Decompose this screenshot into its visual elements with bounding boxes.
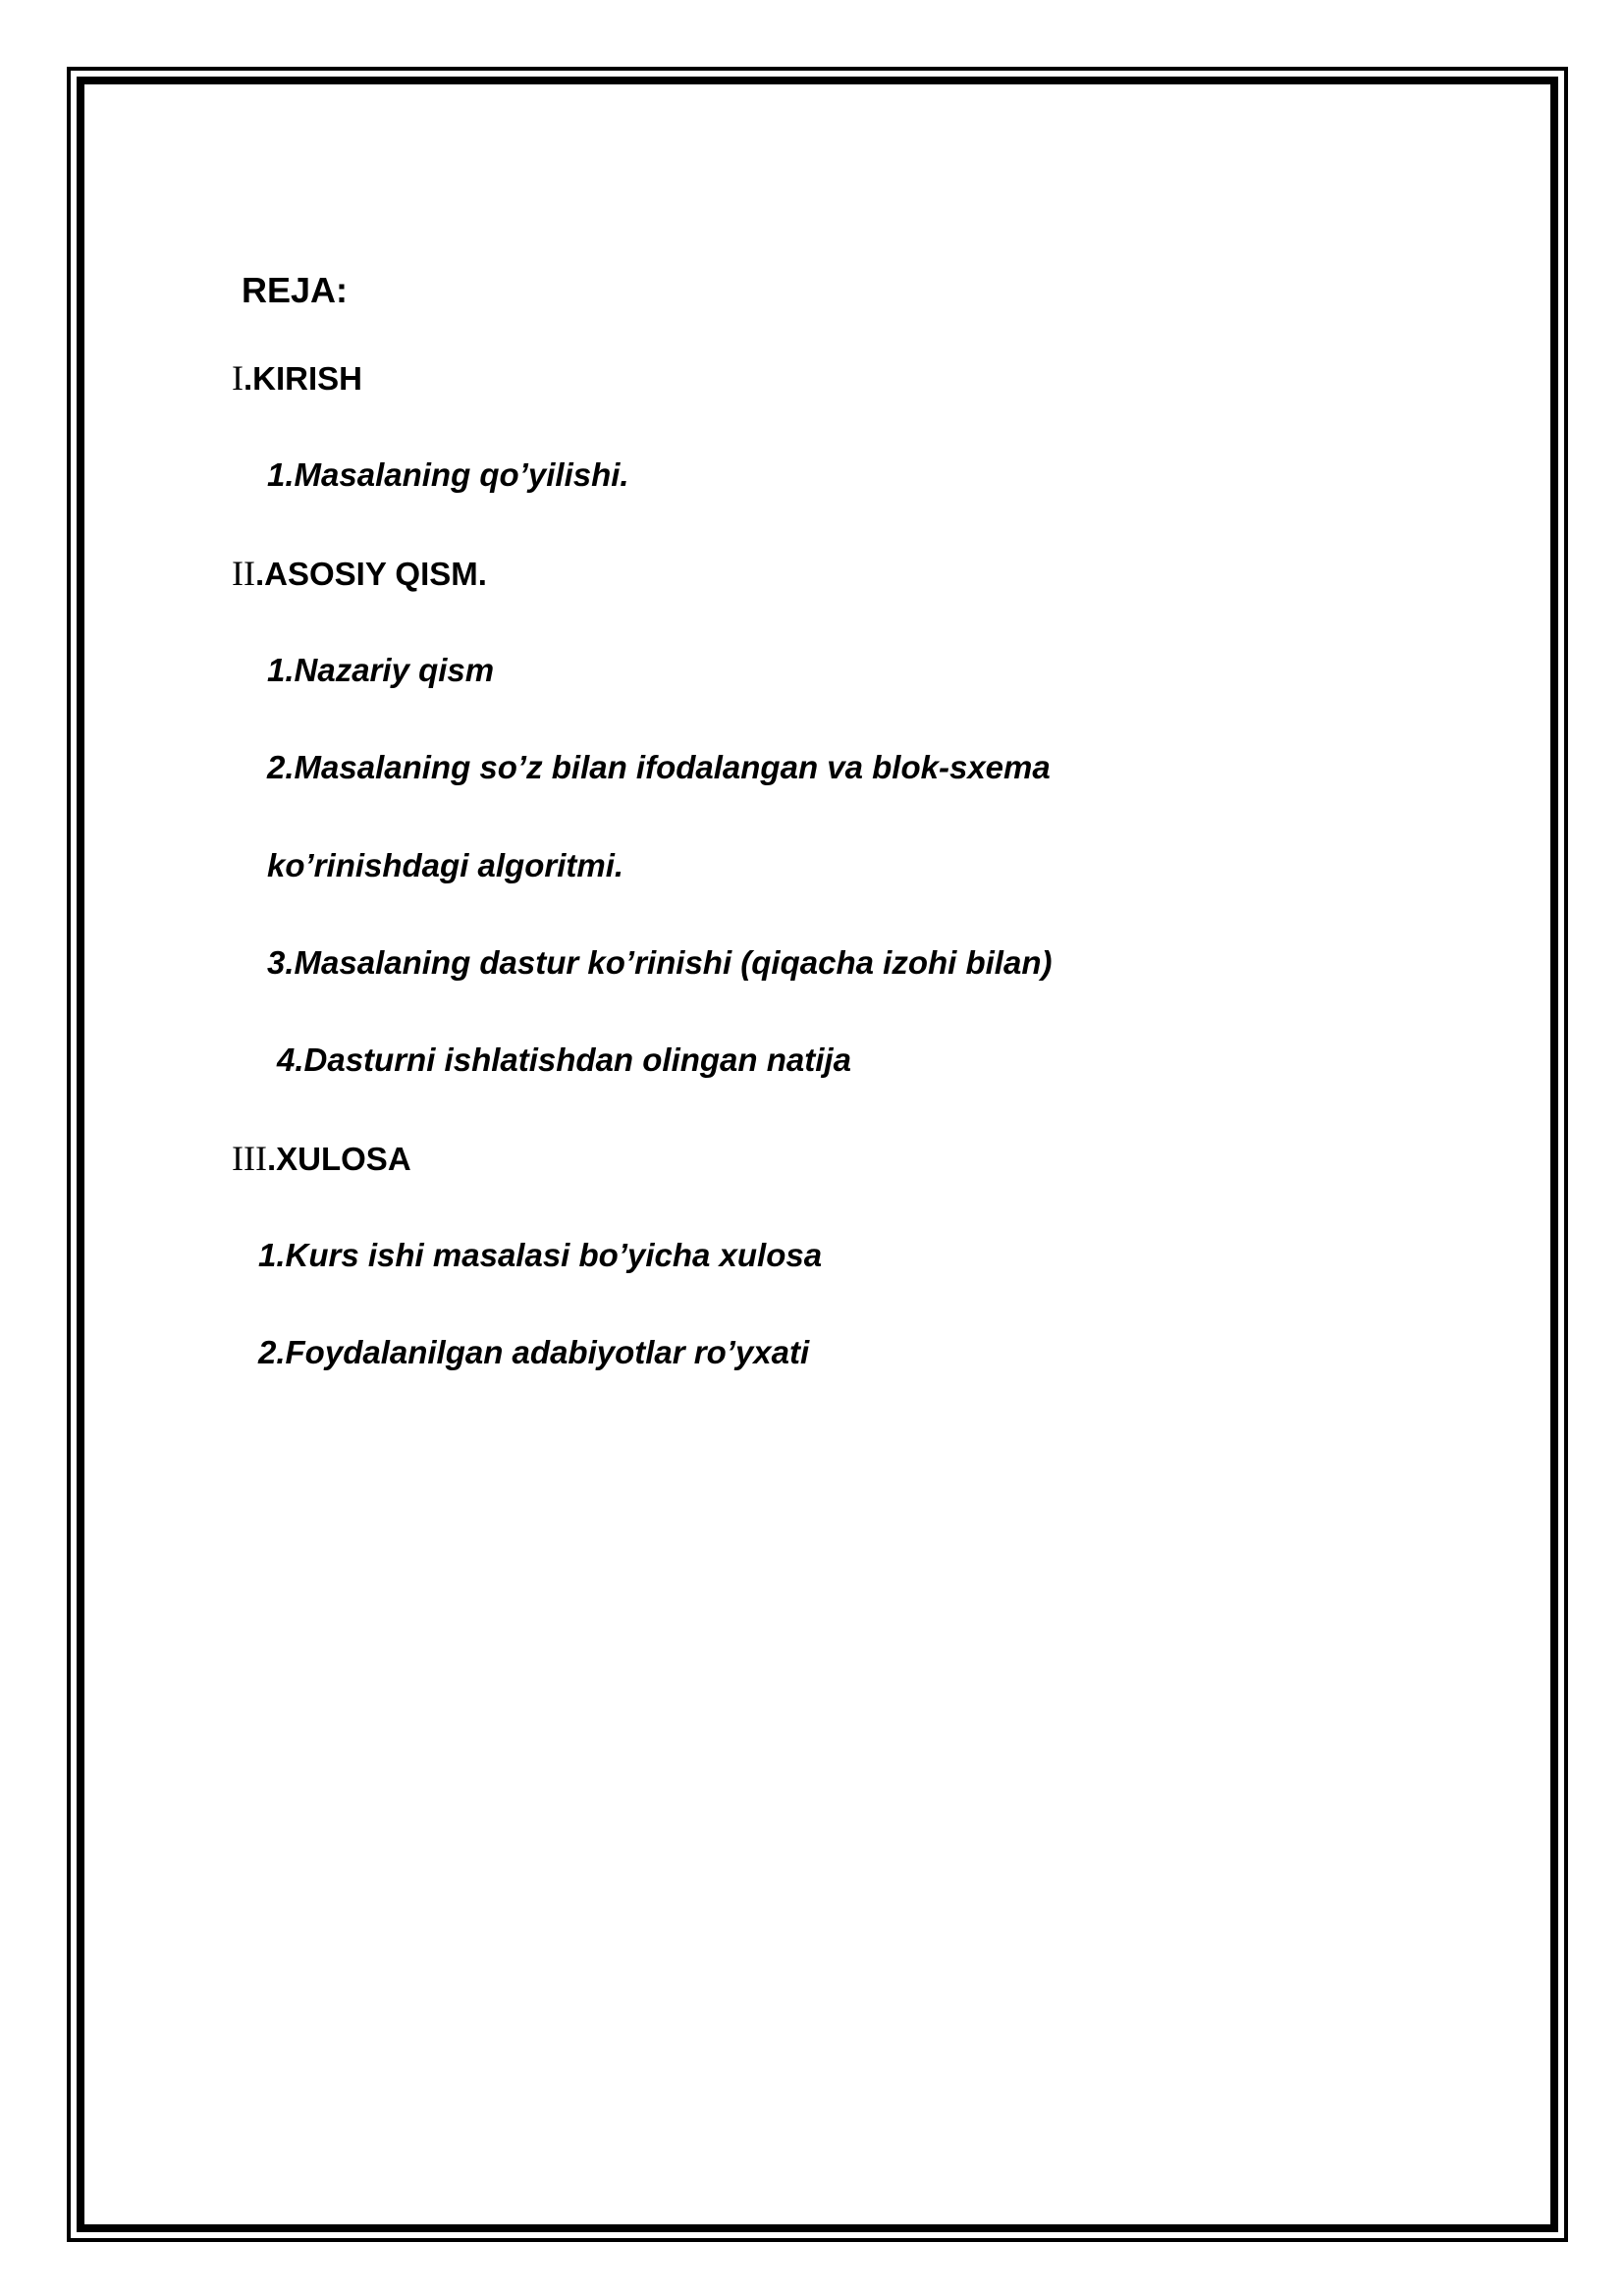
plan-item: 3.Masalaning dastur ko’rinishi (qiqacha izohi bilan) <box>267 944 1053 981</box>
plan-item: 1.Kurs ishi masalasi bo’yicha xulosa <box>258 1237 823 1273</box>
roman-numeral: I <box>232 358 244 398</box>
plan-item: ko’rinishdagi algoritmi. <box>267 847 624 883</box>
plan-item: 1.Masalaning qo’yilishi. <box>267 456 629 493</box>
section-heading-asosiy-qism <box>232 554 487 594</box>
plan-item: 2.Foydalanilgan adabiyotlar ro’yxati <box>258 1334 810 1370</box>
section-heading-text: .KIRISH <box>244 360 363 397</box>
page-title: REJA: <box>242 270 349 310</box>
roman-numeral: III <box>232 1139 267 1178</box>
section-heading-text: .XULOSA <box>266 1141 411 1177</box>
plan-item: 1.Nazariy qism <box>267 652 495 688</box>
plan-item: 4.Dasturni ishlatishdan olingan natija <box>277 1041 851 1078</box>
section-heading-kirish <box>232 358 362 399</box>
section-heading-text: .ASOSIY QISM. <box>254 556 487 592</box>
section-heading-xulosa <box>232 1139 411 1179</box>
plan-item: 2.Masalaning so’z bilan ifodalangan va blok-sxema <box>267 749 1051 785</box>
roman-numeral: II <box>232 554 255 593</box>
